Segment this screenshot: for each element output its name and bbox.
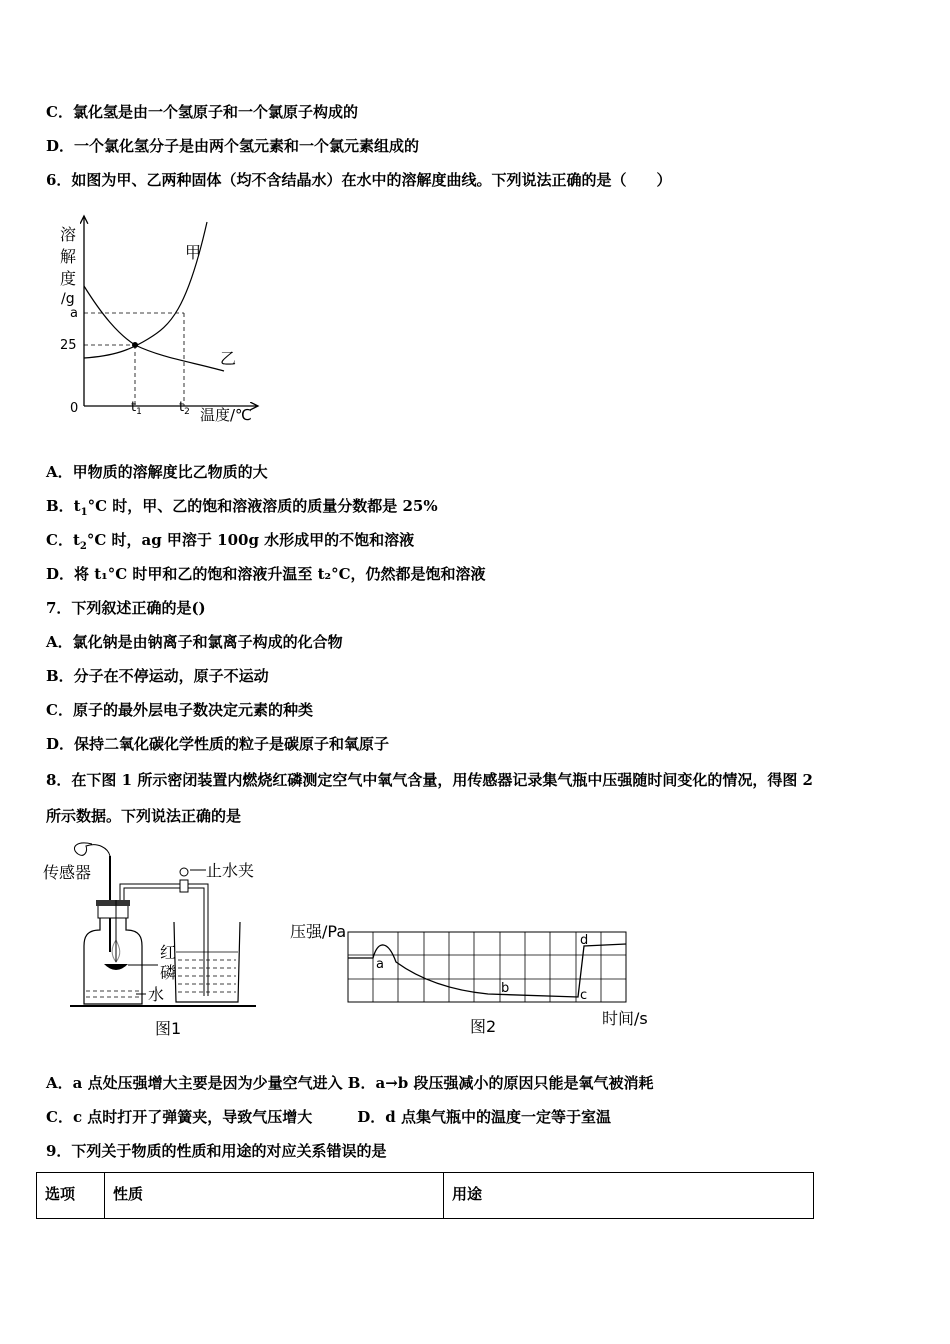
q9-stem: 9．下列关于物质的性质和用途的对应关系错误的是: [46, 1142, 387, 1160]
table-header-row: [37, 1173, 814, 1219]
ylabel-char-2: 解: [60, 247, 77, 266]
q6-stem: 6．如图为甲、乙两种固体（均不含结晶水）在水中的溶解度曲线。下列说法正确的是（ ）: [46, 171, 672, 189]
figure-1-apparatus: [40, 834, 280, 1048]
clamp-knob: [180, 868, 188, 876]
series-label-yi: 乙: [220, 349, 237, 368]
point-label-c: c: [580, 988, 588, 1003]
q6-option-c: C．$t_2^\circ C$ 时，ag 甲溶于 100g 水形成甲的不饱和溶液: [46, 531, 415, 552]
point-label-a: a: [376, 957, 384, 972]
ylabel-char-3: 度: [60, 269, 77, 288]
q7-option-b: B．分子在不停运动，原子不运动: [46, 667, 269, 685]
q7-option-c: C．原子的最外层电子数决定元素的种类: [46, 701, 313, 719]
q8-stem-line-2: 所示数据。下列说法正确的是: [46, 807, 242, 825]
ylabel-char-4: /g: [61, 291, 75, 307]
y-tick-a: a: [70, 306, 78, 321]
point-label-d: d: [580, 933, 589, 948]
x-tick-t1: $t_1$: [131, 400, 142, 417]
water-label: 水: [148, 985, 165, 1004]
ylabel-char-1: 溶: [60, 225, 77, 244]
intersection-point: [132, 342, 138, 348]
stopper: [98, 904, 128, 918]
curve-yi: [84, 286, 224, 371]
header-use: 用途: [444, 1173, 814, 1219]
q7-option-a: A．氯化钠是由钠离子和氯离子构成的化合物: [46, 633, 343, 651]
header-option: 选项: [37, 1173, 105, 1219]
q6-option-b: B．$t_1^\circ C$ 时，甲、乙的饱和溶液溶质的质量分数都是 25%: [46, 497, 438, 518]
header-property: 性质: [105, 1173, 444, 1219]
q8-stem-line-1: 8．在下图 1 所示密闭装置内燃烧红磷测定空气中氧气含量，用传感器记录集气瓶中压强随时间变化的情况，得图 2: [46, 771, 813, 789]
q5-option-c: C．氯化氢是由一个氢原子和一个氯原子构成的: [46, 103, 358, 121]
jar: [84, 918, 142, 1004]
point-label-b: b: [501, 981, 510, 996]
figure-2-pressure-graph: [288, 920, 660, 1042]
clamp-label: 止水夹: [206, 861, 255, 880]
origin-label: 0: [70, 401, 79, 416]
figure-2-caption: 图2: [470, 1017, 497, 1036]
x-axis-label: 温度/℃: [200, 406, 252, 424]
q7-option-d: D．保持二氧化碳化学性质的粒子是碳原子和氧原子: [46, 735, 390, 753]
x-tick-t2: $t_2$: [179, 400, 190, 417]
red-phosphorus-label-1: 红: [160, 943, 177, 962]
stopper-top: [96, 900, 130, 906]
red-phosphorus-label-2: 磷: [160, 963, 177, 982]
beaker: [174, 922, 240, 1002]
time-axis-label: 时间/s: [602, 1009, 648, 1028]
property-use-table: [36, 1172, 814, 1219]
series-label-jia: 甲: [185, 243, 202, 262]
q8-options-cd: C．c 点时打开了弹簧夹，导致气压增大 D．d 点集气瓶中的温度一定等于室温: [46, 1108, 612, 1126]
combustion-spoon: [104, 964, 128, 970]
pressure-axis-label: 压强/Pa: [290, 922, 347, 941]
q5-option-d: D．一个氯化氢分子是由两个氢元素和一个氯元素组成的: [46, 137, 420, 155]
y-tick-25: 25: [60, 338, 77, 353]
clamp: [180, 880, 188, 892]
solubility-chart: [52, 210, 277, 436]
sensor-label: 传感器: [43, 863, 92, 882]
q8-options-ab: A．a 点处压强增大主要是因为少量空气进入 B．a→b 段压强减小的原因只能是氧气被消耗: [46, 1074, 654, 1092]
q6-option-d: D．将 t₁°C 时甲和乙的饱和溶液升温至 t₂°C，仍然都是饱和溶液: [46, 565, 486, 583]
figure-1-caption: 图1: [155, 1019, 182, 1038]
q7-stem: 7．下列叙述正确的是(): [46, 599, 206, 617]
q6-option-a: A．甲物质的溶解度比乙物质的大: [46, 463, 268, 481]
